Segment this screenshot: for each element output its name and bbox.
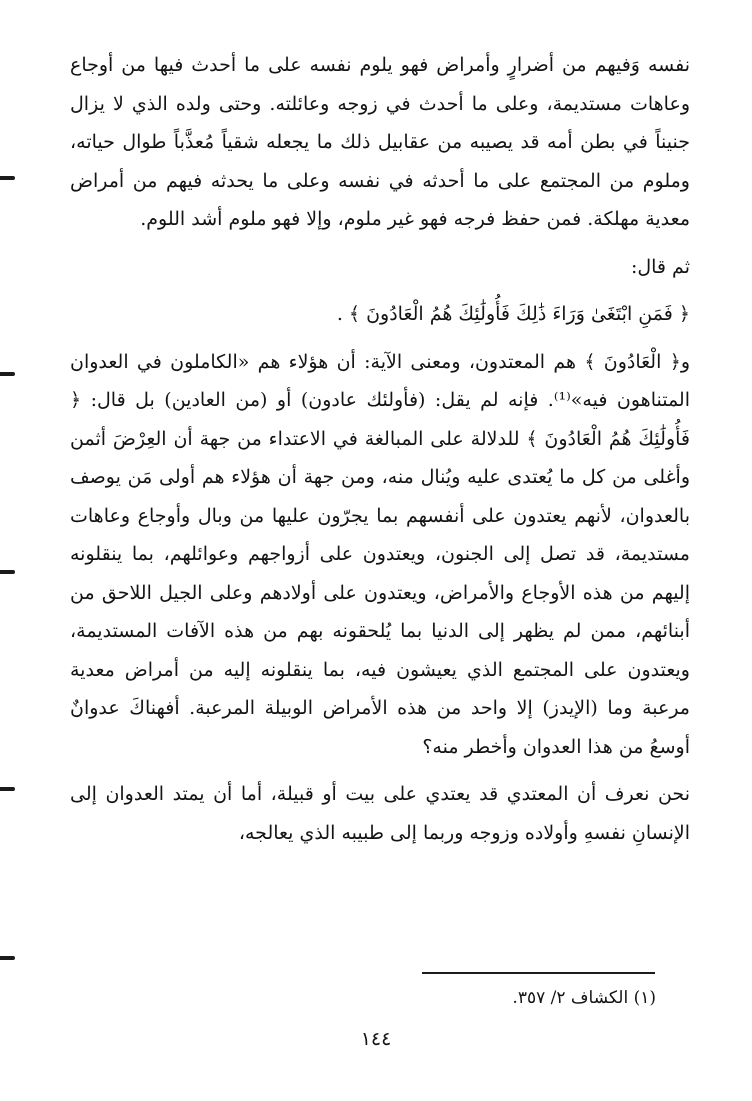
footnote-divider bbox=[422, 972, 655, 974]
paragraph-self-blame: نفسه وَفيهم من أضرارٍ وأمراض فهو يلوم نفسه على ما أحدث فيها من أوجاع وعاهات مستديمة، وعلى ما أحدث في زوجه وعائلته. وحتى ولده الذي لا يزال جنيناً في بطن أمه قد يصيبه من عقابيل ذلك ما يجعله شقياً مُعذَّباً طوال حياته، وملوم من المجتمع على ما أحدثه في نفسه وعلى ما يحدثه فيهم من أمراض معدية مهلكة. فمن حفظ فرجه فهو غير ملوم، وإلا فهو ملوم أشد اللوم. bbox=[70, 54, 690, 230]
left-edge-binding-mark bbox=[0, 570, 15, 574]
left-edge-binding-mark bbox=[0, 787, 15, 791]
quran-verse: ﴿ فَمَنِ ابْتَغَىٰ وَرَاءَ ذَٰلِكَ فَأُولَٰئِكَ هُمُ الْعَادُونَ ﴾ . bbox=[336, 303, 690, 325]
left-edge-binding-mark bbox=[0, 372, 15, 376]
footnote: (١) الكشاف ٢/ ٣٥٧. bbox=[512, 988, 656, 1008]
left-edge-binding-mark bbox=[0, 176, 15, 180]
left-edge-binding-mark bbox=[0, 956, 15, 960]
body-text bbox=[70, 46, 690, 852]
page-number: ١٤٤ bbox=[360, 1028, 392, 1050]
paragraph-then-said: ثم قال: bbox=[630, 255, 690, 278]
paragraph-aggressor: نحن نعرف أن المعتدي قد يعتدي على بيت أو قبيلة، أما أن يمتد العدوان إلى الإنسانِ نفسهِ وأولاده وزوجه وربما إلى طبيبه الذي يعالجه، bbox=[70, 783, 690, 844]
paragraph-transgressors: و﴿ الْعَادُونَ ﴾ هم المعتدون، ومعنى الآية: أن هؤلاء هم «الكاملون في العدوان المتناهون فيه»⁽¹⁾. فإنه لم يقل: (فأولئك عادون) أو (من العادين) بل قال: ﴿ فَأُولَٰئِكَ هُمُ الْعَادُونَ ﴾ للدلالة على المبالغة في الاعتداء من جهة أن العِرْضَ أثمن وأغلى من كل ما يُعتدى عليه ويُنال منه، ومن جهة أن هؤلاء هم أولى مَن يوصف بالعدوان، لأنهم يعتدون على أنفسهم بما يجرّون عليها من وبال وأوجاع وعاهات مستديمة، قد تصل إلى الجنون، ويعتدون على أزواجهم وعوائلهم، بما ينقلونه إليهم من هذه الأوجاع والأمراض، ويعتدون على أولادهم وعلى الجيل اللاحق من أبنائهم، ممن لم يظهر إلى الدنيا بما يُلحقونه بهم من هذه الآفات المستديمة، ويعتدون على المجتمع الذي يعيشون فيه، بما ينقلونه إليه من أمراض معدية مرعبة وما (الإيدز) إلا واحد من هذه الأمراض الوبيلة المرعبة. أفهناكَ عدوانٌ أوسعُ من هذا العدوان وأخطر منه؟ bbox=[70, 350, 690, 758]
